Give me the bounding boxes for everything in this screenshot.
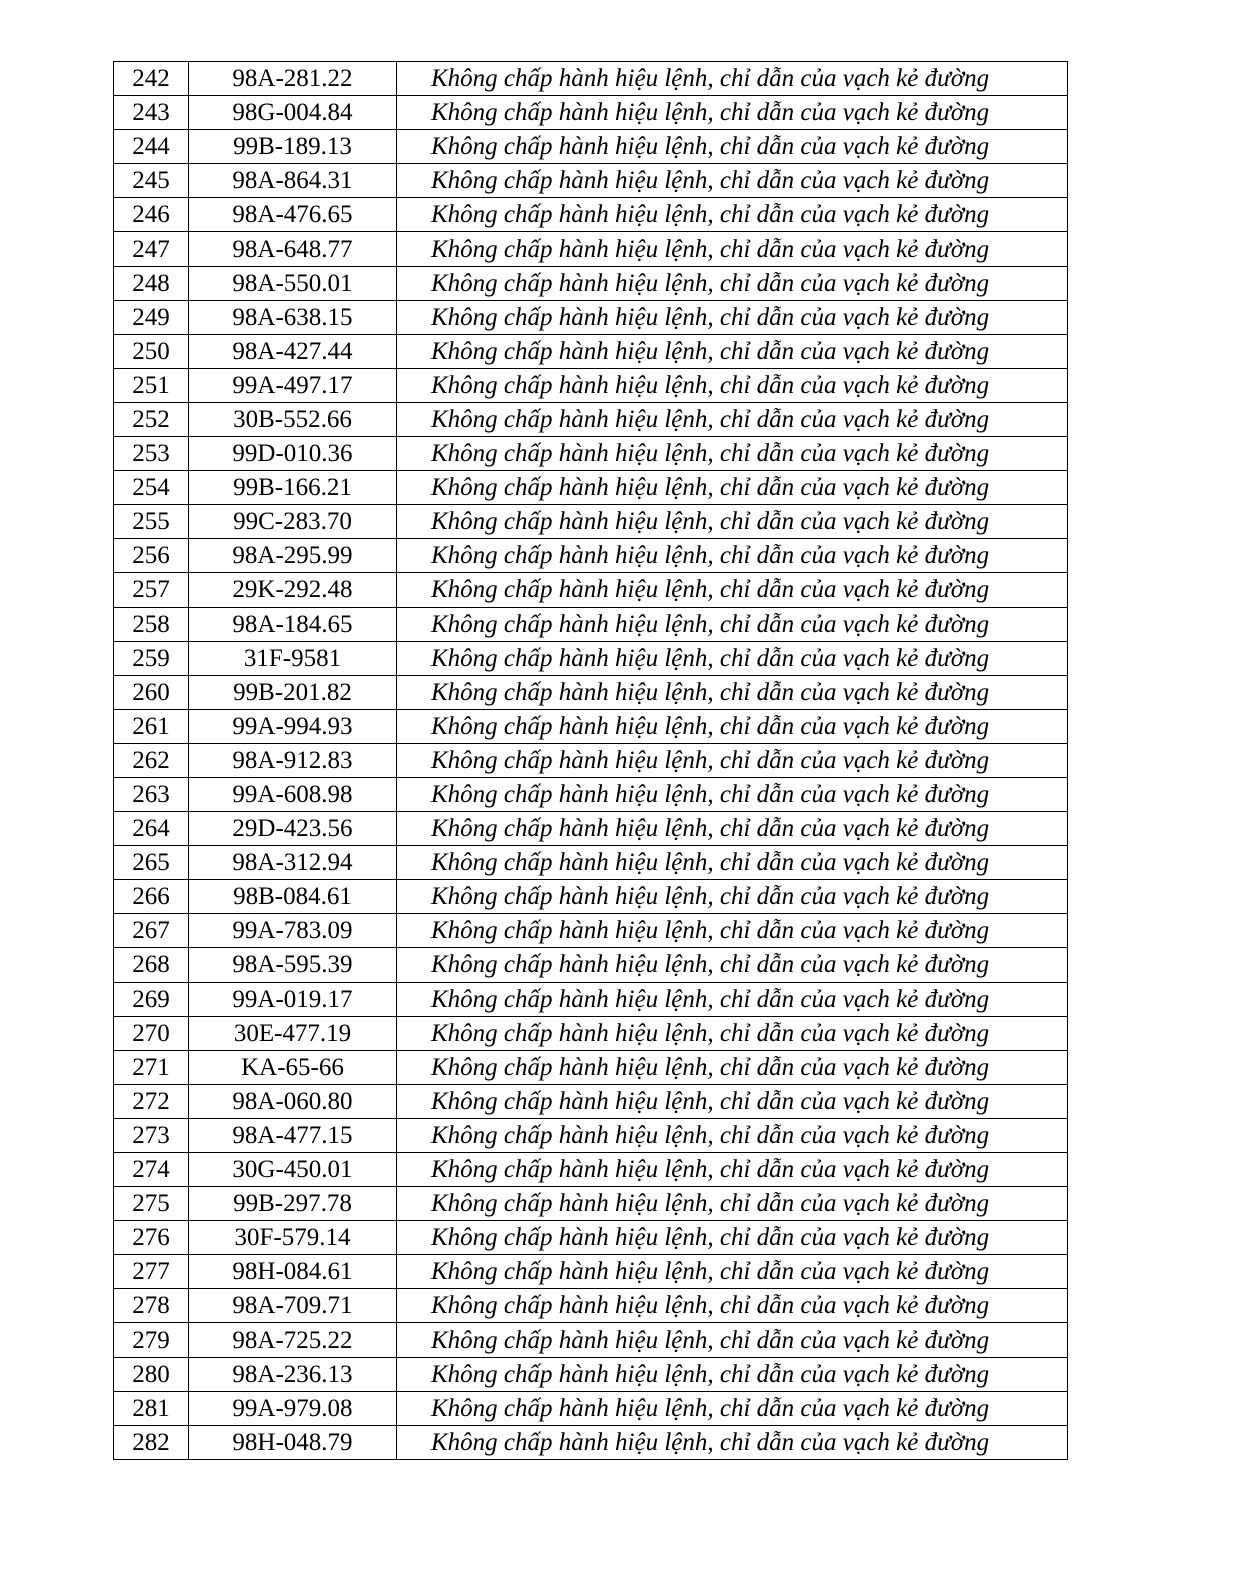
table-row	[114, 675, 1068, 709]
violation-description-cell: Không chấp hành hiệu lệnh, chỉ dẫn của vạch kẻ đường	[397, 812, 1068, 846]
violation-description-cell: Không chấp hành hiệu lệnh, chỉ dẫn của vạch kẻ đường	[397, 709, 1068, 743]
license-plate-cell: 99A-994.93	[189, 709, 397, 743]
license-plate-cell: 99A-608.98	[189, 777, 397, 811]
violation-description-cell: Không chấp hành hiệu lệnh, chỉ dẫn của vạch kẻ đường	[397, 1323, 1068, 1357]
row-number-cell: 253	[114, 437, 189, 471]
violation-description-cell: Không chấp hành hiệu lệnh, chỉ dẫn của vạch kẻ đường	[397, 1153, 1068, 1187]
row-number-cell: 265	[114, 846, 189, 880]
table-row	[114, 1016, 1068, 1050]
license-plate-cell: 98A-477.15	[189, 1118, 397, 1152]
violation-description-cell: Không chấp hành hiệu lệnh, chỉ dẫn của vạch kẻ đường	[397, 62, 1068, 96]
license-plate-cell: 98A-912.83	[189, 743, 397, 777]
license-plate-cell: 98A-427.44	[189, 334, 397, 368]
violation-description-cell: Không chấp hành hiệu lệnh, chỉ dẫn của vạch kẻ đường	[397, 675, 1068, 709]
license-plate-cell: 98B-084.61	[189, 880, 397, 914]
license-plate-cell: 98A-595.39	[189, 948, 397, 982]
table-row	[114, 96, 1068, 130]
row-number-cell: 281	[114, 1391, 189, 1425]
violation-description-cell: Không chấp hành hiệu lệnh, chỉ dẫn của vạch kẻ đường	[397, 96, 1068, 130]
violation-description-cell: Không chấp hành hiệu lệnh, chỉ dẫn của vạch kẻ đường	[397, 1084, 1068, 1118]
violations-table-body	[114, 62, 1068, 1460]
table-row	[114, 1153, 1068, 1187]
license-plate-cell: 30B-552.66	[189, 402, 397, 436]
table-row	[114, 402, 1068, 436]
license-plate-cell: 99A-497.17	[189, 368, 397, 402]
row-number-cell: 255	[114, 505, 189, 539]
table-row	[114, 1118, 1068, 1152]
row-number-cell: 252	[114, 402, 189, 436]
violation-description-cell: Không chấp hành hiệu lệnh, chỉ dẫn của vạch kẻ đường	[397, 1255, 1068, 1289]
license-plate-cell: 99B-166.21	[189, 471, 397, 505]
table-row	[114, 437, 1068, 471]
row-number-cell: 246	[114, 198, 189, 232]
violation-description-cell: Không chấp hành hiệu lệnh, chỉ dẫn của vạch kẻ đường	[397, 607, 1068, 641]
violation-description-cell: Không chấp hành hiệu lệnh, chỉ dẫn của vạch kẻ đường	[397, 982, 1068, 1016]
license-plate-cell: 98A-550.01	[189, 266, 397, 300]
violation-description-cell: Không chấp hành hiệu lệnh, chỉ dẫn của vạch kẻ đường	[397, 846, 1068, 880]
table-row	[114, 1255, 1068, 1289]
table-row	[114, 1357, 1068, 1391]
table-row	[114, 573, 1068, 607]
violation-description-cell: Không chấp hành hiệu lệnh, chỉ dẫn của vạch kẻ đường	[397, 334, 1068, 368]
row-number-cell: 267	[114, 914, 189, 948]
license-plate-cell: 98A-060.80	[189, 1084, 397, 1118]
row-number-cell: 272	[114, 1084, 189, 1118]
row-number-cell: 269	[114, 982, 189, 1016]
table-row	[114, 300, 1068, 334]
violation-description-cell: Không chấp hành hiệu lệnh, chỉ dẫn của vạch kẻ đường	[397, 1050, 1068, 1084]
table-row	[114, 743, 1068, 777]
row-number-cell: 278	[114, 1289, 189, 1323]
row-number-cell: 242	[114, 62, 189, 96]
license-plate-cell: 98A-281.22	[189, 62, 397, 96]
table-row	[114, 1391, 1068, 1425]
row-number-cell: 247	[114, 232, 189, 266]
row-number-cell: 250	[114, 334, 189, 368]
license-plate-cell: 99C-283.70	[189, 505, 397, 539]
violation-description-cell: Không chấp hành hiệu lệnh, chỉ dẫn của vạch kẻ đường	[397, 505, 1068, 539]
row-number-cell: 276	[114, 1221, 189, 1255]
violation-description-cell: Không chấp hành hiệu lệnh, chỉ dẫn của vạch kẻ đường	[397, 948, 1068, 982]
violations-table	[113, 61, 1068, 1460]
row-number-cell: 257	[114, 573, 189, 607]
table-row	[114, 1323, 1068, 1357]
table-row	[114, 1084, 1068, 1118]
row-number-cell: 248	[114, 266, 189, 300]
violation-description-cell: Không chấp hành hiệu lệnh, chỉ dẫn của vạch kẻ đường	[397, 573, 1068, 607]
license-plate-cell: 98A-236.13	[189, 1357, 397, 1391]
violation-description-cell: Không chấp hành hiệu lệnh, chỉ dẫn của vạch kẻ đường	[397, 641, 1068, 675]
license-plate-cell: 98A-709.71	[189, 1289, 397, 1323]
row-number-cell: 273	[114, 1118, 189, 1152]
license-plate-cell: 98A-864.31	[189, 164, 397, 198]
table-row	[114, 266, 1068, 300]
row-number-cell: 263	[114, 777, 189, 811]
row-number-cell: 258	[114, 607, 189, 641]
row-number-cell: 282	[114, 1425, 189, 1459]
violation-description-cell: Không chấp hành hiệu lệnh, chỉ dẫn của vạch kẻ đường	[397, 1391, 1068, 1425]
table-row	[114, 232, 1068, 266]
table-row	[114, 471, 1068, 505]
violation-description-cell: Không chấp hành hiệu lệnh, chỉ dẫn của vạch kẻ đường	[397, 1357, 1068, 1391]
license-plate-cell: 99A-019.17	[189, 982, 397, 1016]
license-plate-cell: 99D-010.36	[189, 437, 397, 471]
license-plate-cell: 98A-295.99	[189, 539, 397, 573]
row-number-cell: 254	[114, 471, 189, 505]
table-row	[114, 846, 1068, 880]
violation-description-cell: Không chấp hành hiệu lệnh, chỉ dẫn của vạch kẻ đường	[397, 539, 1068, 573]
violation-description-cell: Không chấp hành hiệu lệnh, chỉ dẫn của vạch kẻ đường	[397, 402, 1068, 436]
violation-description-cell: Không chấp hành hiệu lệnh, chỉ dẫn của vạch kẻ đường	[397, 1425, 1068, 1459]
table-row	[114, 505, 1068, 539]
row-number-cell: 261	[114, 709, 189, 743]
license-plate-cell: 31F-9581	[189, 641, 397, 675]
table-row	[114, 709, 1068, 743]
row-number-cell: 275	[114, 1187, 189, 1221]
violation-description-cell: Không chấp hành hiệu lệnh, chỉ dẫn của vạch kẻ đường	[397, 914, 1068, 948]
violation-description-cell: Không chấp hành hiệu lệnh, chỉ dẫn của vạch kẻ đường	[397, 437, 1068, 471]
license-plate-cell: 98A-648.77	[189, 232, 397, 266]
row-number-cell: 259	[114, 641, 189, 675]
row-number-cell: 279	[114, 1323, 189, 1357]
license-plate-cell: 29K-292.48	[189, 573, 397, 607]
table-row	[114, 334, 1068, 368]
license-plate-cell: 30F-579.14	[189, 1221, 397, 1255]
table-row	[114, 607, 1068, 641]
table-row	[114, 982, 1068, 1016]
table-row	[114, 914, 1068, 948]
license-plate-cell: 98A-312.94	[189, 846, 397, 880]
license-plate-cell: 30G-450.01	[189, 1153, 397, 1187]
license-plate-cell: 30E-477.19	[189, 1016, 397, 1050]
license-plate-cell: 98G-004.84	[189, 96, 397, 130]
row-number-cell: 266	[114, 880, 189, 914]
row-number-cell: 251	[114, 368, 189, 402]
violation-description-cell: Không chấp hành hiệu lệnh, chỉ dẫn của vạch kẻ đường	[397, 198, 1068, 232]
row-number-cell: 264	[114, 812, 189, 846]
license-plate-cell: 98A-638.15	[189, 300, 397, 334]
violation-description-cell: Không chấp hành hiệu lệnh, chỉ dẫn của vạch kẻ đường	[397, 1289, 1068, 1323]
license-plate-cell: 98H-084.61	[189, 1255, 397, 1289]
table-row	[114, 1425, 1068, 1459]
violation-description-cell: Không chấp hành hiệu lệnh, chỉ dẫn của vạch kẻ đường	[397, 880, 1068, 914]
row-number-cell: 262	[114, 743, 189, 777]
row-number-cell: 280	[114, 1357, 189, 1391]
row-number-cell: 245	[114, 164, 189, 198]
table-row	[114, 948, 1068, 982]
table-row	[114, 1187, 1068, 1221]
violation-description-cell: Không chấp hành hiệu lệnh, chỉ dẫn của vạch kẻ đường	[397, 743, 1068, 777]
violation-description-cell: Không chấp hành hiệu lệnh, chỉ dẫn của vạch kẻ đường	[397, 1016, 1068, 1050]
row-number-cell: 249	[114, 300, 189, 334]
violation-description-cell: Không chấp hành hiệu lệnh, chỉ dẫn của vạch kẻ đường	[397, 1118, 1068, 1152]
license-plate-cell: 29D-423.56	[189, 812, 397, 846]
license-plate-cell: 98A-476.65	[189, 198, 397, 232]
table-row	[114, 641, 1068, 675]
table-row	[114, 368, 1068, 402]
table-row	[114, 1289, 1068, 1323]
violation-description-cell: Không chấp hành hiệu lệnh, chỉ dẫn của vạch kẻ đường	[397, 300, 1068, 334]
table-row	[114, 539, 1068, 573]
violation-description-cell: Không chấp hành hiệu lệnh, chỉ dẫn của vạch kẻ đường	[397, 368, 1068, 402]
license-plate-cell: 99A-979.08	[189, 1391, 397, 1425]
license-plate-cell: 98H-048.79	[189, 1425, 397, 1459]
license-plate-cell: 98A-725.22	[189, 1323, 397, 1357]
table-row	[114, 164, 1068, 198]
table-row	[114, 1221, 1068, 1255]
violation-description-cell: Không chấp hành hiệu lệnh, chỉ dẫn của vạch kẻ đường	[397, 130, 1068, 164]
violation-description-cell: Không chấp hành hiệu lệnh, chỉ dẫn của vạch kẻ đường	[397, 1221, 1068, 1255]
violation-description-cell: Không chấp hành hiệu lệnh, chỉ dẫn của vạch kẻ đường	[397, 1187, 1068, 1221]
row-number-cell: 243	[114, 96, 189, 130]
violation-description-cell: Không chấp hành hiệu lệnh, chỉ dẫn của vạch kẻ đường	[397, 232, 1068, 266]
table-row	[114, 880, 1068, 914]
table-row	[114, 812, 1068, 846]
row-number-cell: 268	[114, 948, 189, 982]
row-number-cell: 271	[114, 1050, 189, 1084]
violation-description-cell: Không chấp hành hiệu lệnh, chỉ dẫn của vạch kẻ đường	[397, 471, 1068, 505]
table-row	[114, 198, 1068, 232]
row-number-cell: 274	[114, 1153, 189, 1187]
violation-description-cell: Không chấp hành hiệu lệnh, chỉ dẫn của vạch kẻ đường	[397, 164, 1068, 198]
license-plate-cell: 99B-189.13	[189, 130, 397, 164]
violation-description-cell: Không chấp hành hiệu lệnh, chỉ dẫn của vạch kẻ đường	[397, 777, 1068, 811]
row-number-cell: 256	[114, 539, 189, 573]
row-number-cell: 277	[114, 1255, 189, 1289]
license-plate-cell: KA-65-66	[189, 1050, 397, 1084]
license-plate-cell: 98A-184.65	[189, 607, 397, 641]
license-plate-cell: 99B-201.82	[189, 675, 397, 709]
table-row	[114, 62, 1068, 96]
table-row	[114, 130, 1068, 164]
row-number-cell: 270	[114, 1016, 189, 1050]
row-number-cell: 260	[114, 675, 189, 709]
violation-description-cell: Không chấp hành hiệu lệnh, chỉ dẫn của vạch kẻ đường	[397, 266, 1068, 300]
table-row	[114, 1050, 1068, 1084]
table-row	[114, 777, 1068, 811]
row-number-cell: 244	[114, 130, 189, 164]
license-plate-cell: 99B-297.78	[189, 1187, 397, 1221]
license-plate-cell: 99A-783.09	[189, 914, 397, 948]
